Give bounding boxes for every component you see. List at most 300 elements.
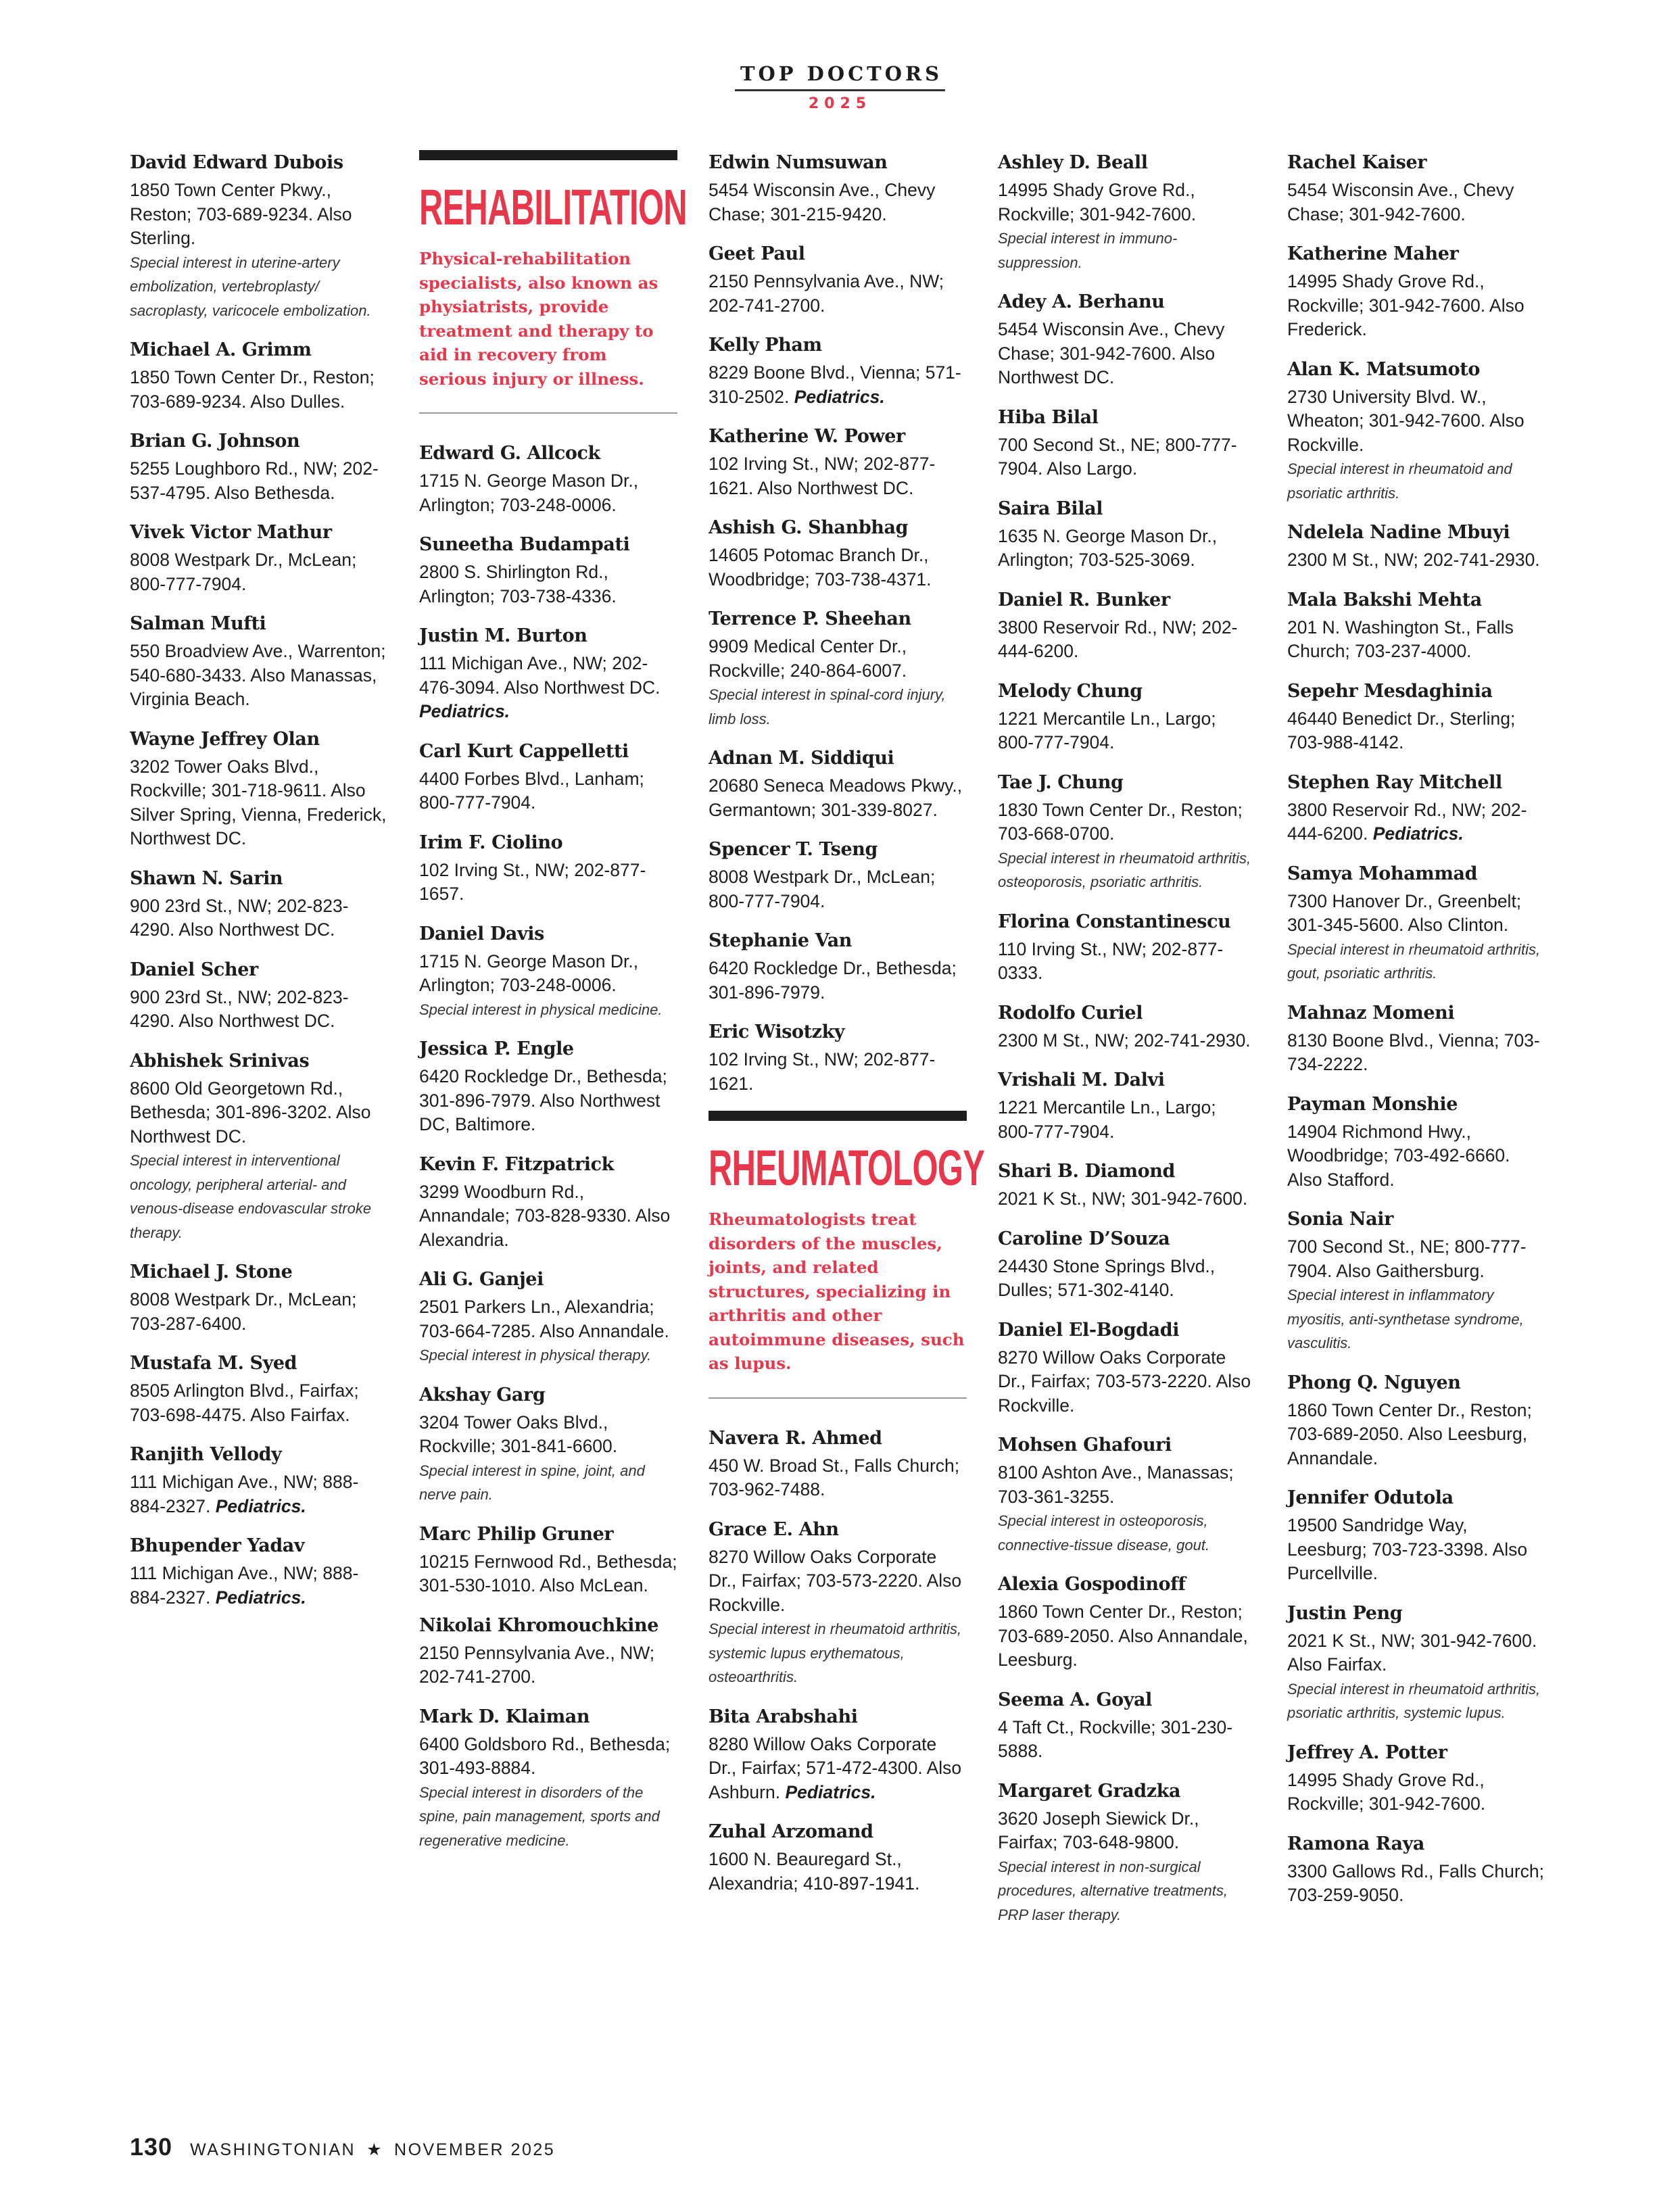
doctor-address [419,1733,677,1781]
doctor-listing [998,1318,1256,1418]
address-text: 1860 Town Center Dr., Reston; 703-689-2050. Also Leesburg, Annandale. [1287,1399,1532,1468]
doctor-listing [998,1687,1256,1764]
doctor-name: Florina Constantinescu [998,911,1231,932]
doctor-listing [1287,587,1545,664]
doctor-name: Melody Chung [998,680,1143,702]
address-text: 1860 Town Center Dr., Reston; 703-689-2050. Also Annandale, Leesburg. [998,1602,1248,1670]
address-text: 3204 Tower Oaks Blvd., Rockville; 301-841-6600. [419,1412,618,1456]
doctor-name: Daniel Davis [419,923,544,944]
doctor-listing [1287,1001,1545,1077]
doctor-name: Daniel R. Bunker [998,589,1170,610]
doctor-address [1287,1514,1545,1586]
address-text: 900 23rd St., NW; 202-823-4290. Also Northwest DC. [130,895,349,940]
doctor-listing [130,1351,388,1427]
doctor-listing [130,337,388,414]
specialty-section [709,1111,985,1399]
doctor-address [130,1470,388,1518]
doctor-address [998,707,1256,755]
doctor-name: Justin Peng [1287,1602,1403,1624]
doctor-name: Ashish G. Shanbhag [709,517,909,538]
doctor-name: David Edward Dubois [130,152,343,173]
address-text: 102 Irving St., NW; 202-877-1621. [709,1049,936,1094]
doctor-address [998,798,1256,846]
address-text: 1635 N. George Mason Dr., Arlington; 703-525-3069. [998,525,1218,570]
doctor-name: Katherine Maher [1287,243,1459,264]
doctor-listing [419,830,677,907]
section-divider-bar [419,150,677,160]
doctor-listing [1287,241,1545,342]
special-interest-note: Special interest in uterine-artery embolization, vertebroplasty/ sacroplasty, varicocele embolization. [130,254,371,319]
special-interest-note: Special interest in rheumatoid and psoriatic arthritis. [1287,460,1512,502]
doctor-name: Adey A. Berhanu [998,291,1165,312]
doctor-name: Irim F. Ciolino [419,832,563,853]
doctor-listing [130,1533,388,1610]
page-number: 130 [130,2133,173,2161]
doctor-name: Daniel El-Bogdadi [998,1319,1180,1341]
page-footer [130,2133,555,2161]
doctor-name: Phong Q. Nguyen [1287,1372,1461,1393]
doctor-name: Jessica P. Engle [419,1038,574,1059]
address-text: 5454 Wisconsin Ave., Chevy Chase; 301-215-9420. [709,180,936,224]
doctor-listing [1287,679,1545,755]
doctor-address [998,1600,1256,1673]
doctor-name: Vivek Victor Mathur [130,522,332,543]
doctor-address [419,767,677,815]
doctor-address [709,865,967,913]
doctor-address [419,1550,677,1598]
special-interest-note: Special interest in physical medicine. [419,1001,663,1018]
doctor-name: Brian G. Johnson [130,431,300,452]
doctor-listing [130,957,388,1034]
doctor-address [1287,890,1545,938]
doctor-listing [998,289,1256,390]
special-interest-note: Special interest in interventional oncology, peripheral arterial- and venous-disease endovascular stroke therapy. [130,1152,372,1241]
address-text: 8600 Old Georgetown Rd., Bethesda; 301-896-3202. Also Northwest DC. [130,1078,371,1147]
pediatrics-tag: Pediatrics. [215,1495,306,1516]
doctor-name: Mohsen Ghafouri [998,1435,1172,1456]
doctor-listing [1287,1207,1545,1355]
address-text: 8505 Arlington Blvd., Fairfax; 703-698-4475. Also Fairfax. [130,1380,359,1425]
doctor-listing [130,1049,388,1245]
special-interest-note: Special interest in rheumatoid arthritis, osteoporosis, psoriatic arthritis. [998,849,1251,890]
address-text: 3620 Joseph Siewick Dr., Fairfax; 703-648-9800. [998,1808,1199,1852]
doctor-name: Saira Bilal [998,498,1103,519]
doctor-name: Samya Mohammad [1287,863,1478,884]
doctor-listing [998,496,1256,573]
doctor-listing [998,1572,1256,1673]
doctor-address [709,635,967,683]
doctor-address [1287,1235,1545,1283]
doctor-name: Marc Philip Gruner [419,1523,614,1545]
doctor-name: Alan K. Matsumoto [1287,358,1480,380]
doctor-name: Edward G. Allcock [419,443,600,464]
doctor-listing [1287,1601,1545,1725]
doctor-name: Spencer T. Tseng [709,839,878,860]
doctor-address [1287,616,1545,664]
issue-date: NOVEMBER 2025 [394,2140,556,2159]
doctor-name: Payman Monshie [1287,1093,1458,1115]
doctor-address [1287,1120,1545,1193]
address-text: 102 Irving St., NW; 202-877-1621. Also Northwest DC. [709,454,936,498]
section-year: 2025 [808,95,872,112]
address-text: 4400 Forbes Blvd., Lanham; 800-777-7904. [419,768,644,813]
doctor-address [1287,178,1545,226]
doctor-name: Stephanie Van [709,930,853,951]
doctor-address [709,774,967,822]
doctor-address [130,548,388,596]
doctor-address [998,1807,1256,1855]
doctor-listing [998,770,1256,894]
doctor-name: Zuhal Arzomand [709,1821,873,1842]
masthead [0,62,1680,112]
specialty-description: Physical-rehabilitation specialists, also known as physiatrists, provide treatment and therapy to aid in recovery from serious injury or illness. [419,247,677,414]
doctor-address [1287,1860,1545,1908]
doctor-address [1287,1769,1545,1817]
address-text: 14904 Richmond Hwy., Woodbridge; 703-492-6660. Also Stafford. [1287,1121,1510,1190]
doctor-listing [998,679,1256,755]
doctor-name: Wayne Jeffrey Olan [130,728,320,750]
doctor-address [709,1048,967,1096]
address-text: 1221 Mercantile Ln., Largo; 800-777-7904. [998,1097,1216,1142]
doctor-listing [419,1704,677,1853]
doctor-listing [998,1067,1256,1144]
doctor-address [419,469,677,517]
doctor-listing [998,405,1256,481]
address-text: 1600 N. Beauregard St., Alexandria; 410-897-1941. [709,1849,920,1894]
pediatrics-tag: Pediatrics. [419,701,510,721]
doctor-name: Terrence P. Sheehan [709,608,911,629]
doctor-name: Ali G. Ganjei [419,1269,544,1290]
address-text: 2300 M St., NW; 202-741-2930. [998,1030,1251,1051]
address-text: 14995 Shady Grove Rd., Rockville; 301-942-7600. Also Frederick. [1287,271,1525,339]
doctor-listing [998,1226,1256,1303]
doctor-name: Ndelela Nadine Mbuyi [1287,522,1510,543]
doctor-address [419,1180,677,1253]
address-text: 10215 Fernwood Rd., Bethesda; 301-530-1010. Also McLean. [419,1551,677,1595]
address-text: 8280 Willow Oaks Corporate Dr., Fairfax; 571-472-4300. Also Ashburn. [709,1733,962,1802]
doctor-name: Ramona Raya [1287,1833,1424,1854]
doctor-name: Mala Bakshi Mehta [1287,589,1482,610]
address-text: 2800 S. Shirlington Rd., Arlington; 703-738-4336. [419,562,617,606]
doctor-address [130,1379,388,1427]
address-text: 111 Michigan Ave., NW; 202-476-3094. Also Northwest DC. [419,653,661,698]
address-text: 8270 Willow Oaks Corporate Dr., Fairfax; 703-573-2220. Also Rockville. [998,1347,1251,1416]
doctor-name: Shawn N. Sarin [130,867,283,889]
address-text: 3800 Reservoir Rd., NW; 202-444-6200. [998,617,1238,661]
doctor-name: Daniel Scher [130,959,258,980]
special-interest-note: Special interest in osteoporosis, connective-tissue disease, gout. [998,1512,1210,1554]
doctor-listing [1287,357,1545,506]
address-text: 6420 Rockledge Dr., Bethesda; 301-896-7979. Also Northwest DC, Baltimore. [419,1066,667,1134]
doctor-listing [1287,520,1545,573]
doctor-name: Vrishali M. Dalvi [998,1069,1165,1090]
doctor-name: Shari B. Diamond [998,1161,1175,1182]
doctor-address [130,755,388,851]
doctor-name: Navera R. Ahmed [709,1427,882,1449]
specialty-heading: REHABILITATION [419,179,687,235]
doctor-name: Sepehr Mesdaghinia [1287,680,1493,702]
doctor-listing [130,150,388,322]
special-interest-note: Special interest in rheumatoid arthritis, gout, psoriatic arthritis. [1287,940,1541,982]
doctor-name: Stephen Ray Mitchell [1287,771,1502,793]
address-text: 19500 Sandridge Way, Leesburg; 703-723-3398. Also Purcellville. [1287,1515,1528,1583]
address-text: 24430 Stone Springs Blvd., Dulles; 571-302-4140. [998,1255,1216,1300]
special-interest-note: Special interest in rheumatoid arthritis, psoriatic arthritis, systemic lupus. [1287,1680,1541,1721]
address-text: 900 23rd St., NW; 202-823-4290. Also Northwest DC. [130,986,349,1031]
doctor-address [419,1065,677,1137]
doctor-name: Mark D. Klaiman [419,1706,590,1727]
doctor-name: Grace E. Ahn [709,1518,839,1540]
doctor-address [419,1295,677,1343]
doctor-address [1287,548,1545,573]
doctor-listing [1287,1485,1545,1586]
column-3 [709,150,985,1910]
doctor-listing [1287,770,1545,846]
doctor-address [1287,707,1545,755]
doctor-name: Geet Paul [709,243,805,264]
specialty-heading: RHEUMATOLOGY [709,1140,985,1196]
address-text: 3800 Reservoir Rd., NW; 202-444-6200. [1287,799,1527,844]
doctor-listing [998,1433,1256,1557]
doctor-address [419,560,677,608]
address-text: 5454 Wisconsin Ave., Chevy Chase; 301-942-7600. [1287,180,1514,224]
pediatrics-tag: Pediatrics. [794,386,885,407]
doctor-name: Abhishek Srinivas [130,1050,310,1072]
doctor-listing [709,746,967,822]
doctor-listing [709,1019,967,1096]
special-interest-note: Special interest in immuno-suppression. [998,230,1178,271]
doctor-listing [1287,1740,1545,1817]
doctor-listing [130,520,388,596]
doctor-listing [419,1382,677,1507]
doctor-name: Michael J. Stone [130,1261,293,1282]
doctor-address [1287,385,1545,458]
address-text: 1715 N. George Mason Dr., Arlington; 703-248-0006. [419,951,639,995]
star-icon: ★ [366,2140,384,2159]
special-interest-note: Special interest in inflammatory myositis, anti-synthetase syndrome, vasculitis. [1287,1287,1524,1351]
doctor-listing [709,1426,967,1502]
doctor-name: Hiba Bilal [998,406,1099,428]
publication-name: WASHINGTONIAN [190,2140,356,2159]
doctor-listing [709,241,967,318]
address-text: 46440 Benedict Dr., Sterling; 703-988-4142. [1287,708,1516,752]
doctor-listing [998,1001,1256,1053]
doctor-address [130,457,388,505]
doctor-listing [419,1522,677,1598]
section-divider-bar [709,1111,967,1121]
address-text: 6400 Goldsboro Rd., Bethesda; 301-493-8884. [419,1733,671,1778]
doctor-address [1287,270,1545,342]
doctor-name: Tae J. Chung [998,771,1124,793]
doctor-name: Nikolai Khromouchkine [419,1614,659,1636]
doctor-address [419,950,677,998]
doctor-listing [419,1036,677,1137]
doctor-listing [709,1704,967,1805]
address-text: 2021 K St., NW; 301-942-7600. Also Fairfax. [1287,1630,1537,1675]
doctor-listing [998,909,1256,986]
address-text: 2300 M St., NW; 202-741-2930. [1287,550,1540,570]
doctor-listing [998,1159,1256,1211]
doctor-listing [1287,1831,1545,1908]
address-text: 700 Second St., NE; 800-777-7904. Also Gaithersburg. [1287,1236,1527,1281]
section-title: TOP DOCTORS [735,62,945,91]
doctor-address [1287,1029,1545,1077]
doctor-address [709,544,967,592]
doctor-address [998,178,1256,226]
doctor-listing [130,1442,388,1518]
doctor-listing [419,921,677,1022]
doctor-name: Margaret Gradzka [998,1780,1181,1802]
address-text: 111 Michigan Ave., NW; 888-884-2327. [130,1563,359,1608]
address-text: 20680 Seneca Meadows Pkwy., Germantown; 301-339-8027. [709,775,963,820]
address-text: 5454 Wisconsin Ave., Chevy Chase; 301-942-7600. Also Northwest DC. [998,319,1225,387]
address-text: 102 Irving St., NW; 202-877-1657. [419,859,646,904]
doctor-address [998,1346,1256,1418]
doctor-listing [709,424,967,500]
special-interest-note: Special interest in non-surgical procedures, alternative treatments, PRP laser therapy. [998,1858,1228,1923]
doctor-address [709,1454,967,1502]
doctor-address [130,1077,388,1149]
doctor-address [998,1255,1256,1303]
doctor-name: Carl Kurt Cappelletti [419,740,629,762]
doctor-address [998,1187,1256,1211]
doctor-name: Sonia Nair [1287,1209,1393,1230]
doctor-listing [998,587,1256,664]
doctor-listing [709,1819,967,1896]
doctor-listing [998,150,1256,274]
doctor-name: Edwin Numsuwan [709,152,888,173]
address-text: 8270 Willow Oaks Corporate Dr., Fairfax; 703-573-2220. Also Rockville. [709,1546,962,1615]
specialty-description: Rheumatologists treat disorders of the muscles, joints, and related structures, specializing in arthritis and other autoimmune diseases, such as lupus. [709,1207,967,1399]
address-text: 14995 Shady Grove Rd., Rockville; 301-942-7600. [1287,1769,1486,1814]
doctor-listing [130,611,388,712]
address-text: 8130 Boone Blvd., Vienna; 703-734-2222. [1287,1030,1540,1074]
doctor-address [419,1641,677,1689]
address-text: 8008 Westpark Dr., McLean; 703-287-6400. [130,1289,357,1334]
doctor-listing [419,1152,677,1253]
address-text: 14995 Shady Grove Rd., Rockville; 301-942-7600. [998,180,1197,224]
address-text: 2501 Parkers Ln., Alexandria; 703-664-7285. Also Annandale. [419,1297,669,1341]
doctor-listing [130,1259,388,1336]
doctor-address [130,986,388,1034]
address-text: 1850 Town Center Pkwy., Reston; 703-689-9234. Also Sterling. [130,180,352,248]
doctor-address [998,525,1256,573]
doctor-name: Kevin F. Fitzpatrick [419,1153,614,1175]
doctor-name: Bita Arabshahi [709,1706,858,1727]
pediatrics-tag: Pediatrics. [785,1781,876,1802]
doctor-address [130,178,388,251]
doctor-address [709,452,967,500]
doctor-listing [1287,861,1545,986]
doctor-address [998,1461,1256,1509]
doctor-listing [419,739,677,815]
address-text: 8008 Westpark Dr., McLean; 800-777-7904. [709,867,936,911]
doctor-name: Katherine W. Power [709,426,905,447]
doctor-name: Adnan M. Siddiqui [709,748,894,769]
doctor-name: Justin M. Burton [419,625,587,646]
address-text: 8100 Ashton Ave., Manassas; 703-361-3255. [998,1462,1234,1507]
doctor-address [1287,798,1545,846]
doctor-listing [419,441,677,517]
doctor-name: Ranjith Vellody [130,1444,282,1465]
doctor-address [998,318,1256,390]
address-text: 450 W. Broad St., Falls Church; 703-962-7488. [709,1455,960,1499]
doctor-listing [709,606,967,731]
doctor-listing [1287,150,1545,226]
doctor-address [1287,1399,1545,1471]
doctor-address [709,1848,967,1896]
address-text: 3300 Gallows Rd., Falls Church; 703-259-9050. [1287,1860,1544,1905]
special-interest-note: Special interest in disorders of the spine, pain management, sports and regenerative medicine. [419,1783,660,1849]
doctor-address [998,938,1256,986]
doctor-name: Mahnaz Momeni [1287,1002,1455,1024]
doctor-address [998,1096,1256,1144]
address-text: 3299 Woodburn Rd., Annandale; 703-828-9330. Also Alexandria. [419,1181,671,1250]
doctor-address [709,1545,967,1618]
address-text: 2150 Pennsylvania Ave., NW; 202-741-2700. [419,1642,655,1687]
doctor-address [709,270,967,318]
address-text: 1850 Town Center Dr., Reston; 703-689-9234. Also Dulles. [130,367,375,412]
doctor-listing [419,1267,677,1368]
doctor-listing [419,1613,677,1689]
doctor-address [130,640,388,712]
address-text: 550 Broadview Ave., Warrenton; 540-680-3433. Also Manassas, Virginia Beach. [130,641,386,709]
doctor-listing [709,515,967,592]
doctor-listing [419,532,677,608]
specialty-section [419,150,687,414]
doctor-name: Mustafa M. Syed [130,1353,297,1374]
doctor-name: Rodolfo Curiel [998,1002,1143,1024]
column-4 [998,150,1256,1942]
special-interest-note: Special interest in spine, joint, and nerve pain. [419,1462,645,1503]
column-2 [419,150,687,1867]
address-text: 2730 University Blvd. W., Wheaton; 301-942-7600. Also Rockville. [1287,386,1525,455]
special-interest-note: Special interest in rheumatoid arthritis, systemic lupus erythematous, osteoarthritis. [709,1620,962,1685]
doctor-listing [709,333,967,409]
column-1 [130,150,388,1625]
special-interest-note: Special interest in spinal-cord injury, limb loss. [709,686,946,727]
doctor-name: Caroline D’Souza [998,1228,1170,1249]
doctor-address [130,894,388,942]
doctor-address [419,1411,677,1459]
pediatrics-tag: Pediatrics. [215,1587,306,1608]
column-5 [1287,150,1545,1923]
address-text: 5255 Loughboro Rd., NW; 202-537-4795. Also Bethesda. [130,458,379,503]
address-text: 201 N. Washington St., Falls Church; 703-237-4000. [1287,617,1514,661]
doctor-listing [130,727,388,851]
doctor-name: Suneetha Budampati [419,534,630,555]
doctor-name: Alexia Gospodinoff [998,1574,1186,1595]
address-text: 700 Second St., NE; 800-777-7904. Also Largo. [998,434,1237,479]
doctor-name: Akshay Garg [419,1384,546,1405]
doctor-name: Jeffrey A. Potter [1287,1741,1447,1763]
doctor-address [709,361,967,409]
address-text: 8229 Boone Blvd., Vienna; 571-310-2502. [709,362,961,407]
doctor-address [419,859,677,907]
doctor-name: Salman Mufti [130,613,266,634]
address-text: 4 Taft Ct., Rockville; 301-230-5888. [998,1716,1233,1761]
doctor-name: Seema A. Goyal [998,1689,1152,1710]
address-text: 110 Irving St., NW; 202-877-0333. [998,938,1224,983]
doctor-name: Ashley D. Beall [998,152,1148,173]
address-text: 6420 Rockledge Dr., Bethesda; 301-896-7979. [709,958,957,1003]
address-text: 2021 K St., NW; 301-942-7600. [998,1188,1248,1209]
doctor-listing [1287,1092,1545,1193]
doctor-address [419,652,677,724]
address-text: 1715 N. George Mason Dr., Arlington; 703-248-0006. [419,471,639,515]
doctor-address [130,366,388,414]
doctor-listing [130,866,388,942]
